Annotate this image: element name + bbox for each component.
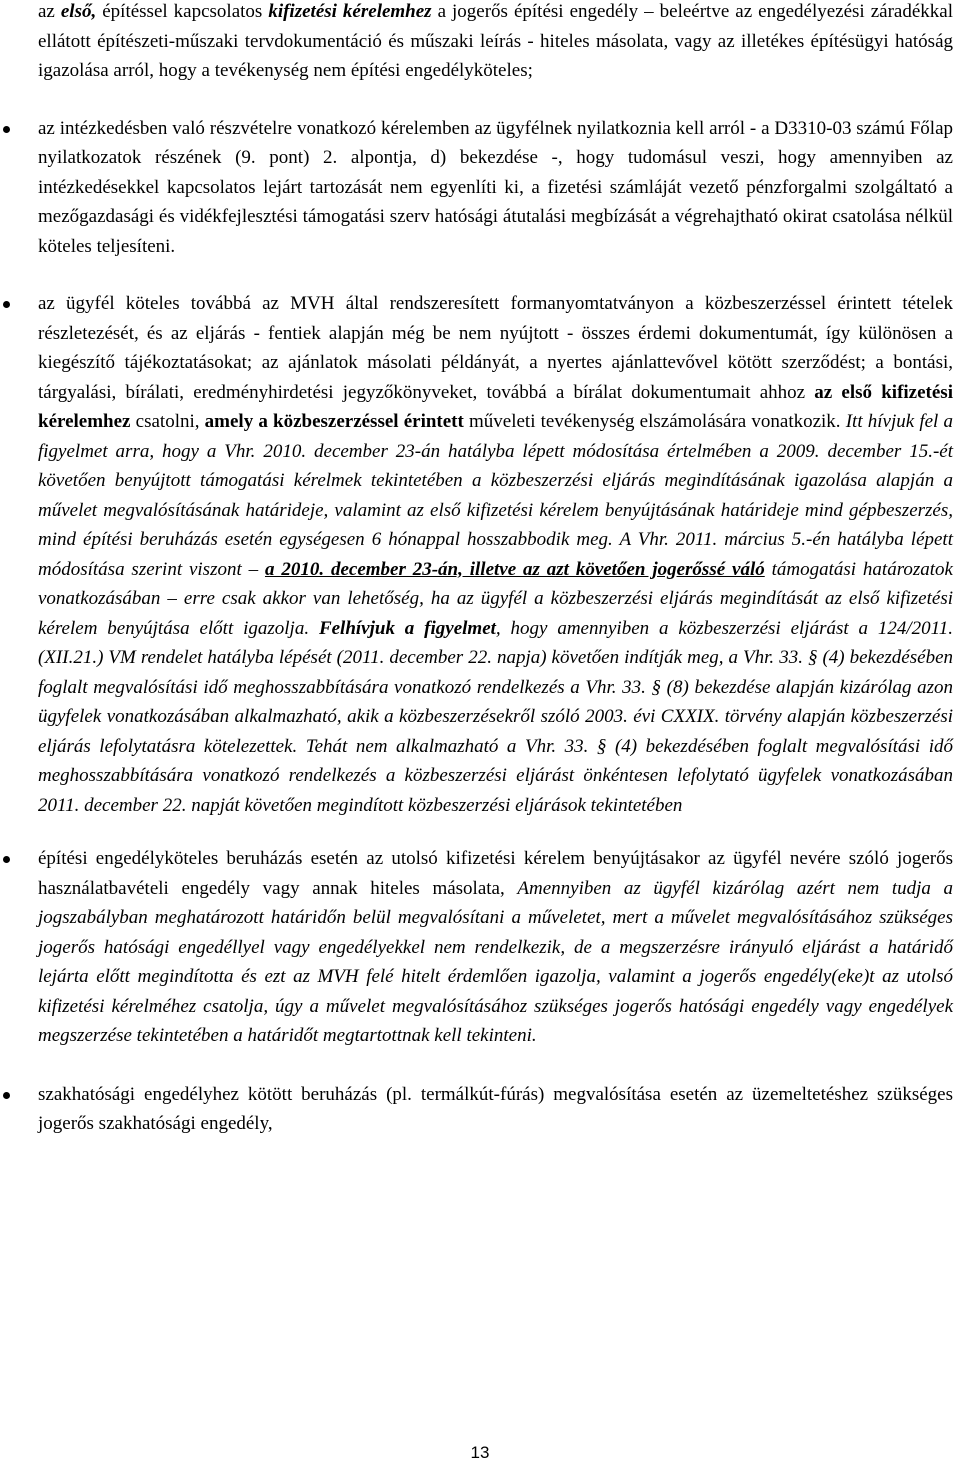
- list-item-public-procurement: [0, 289, 960, 820]
- emphasis-procurement: amely a közbeszerzéssel érintett: [204, 411, 464, 432]
- emphasis-effective-date: a 2010. december 23-án, illetve az azt követően jogerőssé váló: [264, 558, 765, 580]
- bullet-icon: [3, 301, 10, 308]
- list-item-declaration: [0, 114, 960, 262]
- emphasis-first-payment: az első kifizetési kérelemhez: [38, 381, 953, 432]
- text-segment: az intézkedésben való részvételre vonatkozó kérelemben az ügyfélnek nyilatkoznia kell arról - a D3310-03 számú Főlap nyilatkozatok részének (9. pont) 2. alpontja, d) bekezdése -, hogy tudomásul veszi, hogy amennyiben az intézkedésekkel kapcsolatos lejárt tartozását nem egyenlíti ki, a fizetési számláját vezető pénzforgalmi szolgáltató a mezőgazdasági és vidékfejlesztési támogatási szerv hatósági átutalási megbízását a végrehajtható okirat csatolása nélkül köteles teljesíteni.: [38, 117, 953, 257]
- italic-notice: , hogy amennyiben a közbeszerzési eljárást a 124/2011. (XII.21.) VM rendelet hatályba lépését (2011. december 22. napja) követően indítják meg, a Vhr. 33. § (4) bekezdésében foglalt megvalósítási idő meghosszabbítására vonatkozó rendelkezés a Vhr. 33. § (8) bekezdése alapján kizárólag azon ügyfelek vonatkozásában alkalmazható, akik a közbeszerzésekről szóló 2003. évi CXXIX. törvény alapján közbeszerzési eljárás lefolytatásra kötelezettek. Tehát nem alkalmazható a Vhr. 33. § (4) bekezdésében foglalt megvalósítási idő meghosszabbítására vonatkozó rendelkezés a közbeszerzési eljárást önkéntesen lefolytató ügyfelek vonatkozásában 2011. december 22. napját követően megindított közbeszerzési eljárások tekintetében: [38, 617, 953, 816]
- text-segment: csatolni,: [130, 411, 205, 432]
- text-segment: az ügyfél köteles továbbá az MVH által rendszeresített formanyomtatványon a közbeszerzéssel érintett tételek részletezését, és az eljárás - fentiek alapján még be nem nyújtott - összes érdemi dokumentumát, így különösen a kiegészítő tájékoztatásokat; az ajánlatok másolati példányát, a nyertes ajánlattevővel kötött szerződést; a bontási, tárgyalási, bírálati, eredményhirdetési jegyzőkönyveket, továbbá a bírálat dokumentumait ahhoz: [38, 293, 953, 403]
- text-segment: építéssel kapcsolatos: [96, 1, 269, 22]
- text-segment: műveleti tevékenység elszámolására vonatkozik.: [463, 411, 846, 432]
- emphasis-attention: Felhívjuk a figyelmet: [318, 617, 496, 639]
- bullet-icon: [3, 126, 10, 133]
- italic-notice: Amennyiben az ügyfél kizárólag azért nem tudja a jogszabályban meghatározott határidőn belül megvalósítani a műveletet, mert a művelet megvalósításához szükséges jogerős hatósági engedéllyel vagy engedélyekkel nem rendelkezik, de a megszerzésre irányuló eljárást a határidő lejárta előtt megindította és ezt az MVH felé hitelt érdemlően igazolja, valamint a jogerős engedély(eke)t az utolsó kifizetési kérelméhez csatolja, úgy a művelet megvalósításához szükséges jogerős hatósági engedély vagy engedélyek megszerzése tekintetében a határidőt megtartottnak kell tekinteni.: [38, 877, 954, 1046]
- list-item-occupancy-permit: [0, 844, 960, 1051]
- bullet-icon: [3, 856, 10, 863]
- italic-notice: Itt hívjuk fel a figyelmet arra, hogy a Vhr. 2010. december 23-án hatályba lépett módosítása értelmében a 2009. december 15.-ét követően benyújtott támogatási kérelmek tekintetében a közbeszerzési eljárás megindításának igazolása alapján a művelet megvalósításának határideje, valamint az első kifizetési kérelem benyújtásának határideje mind gépbeszerzés, mind építési beruházás esetén egységesen 6 hónappal hosszabbodik meg. A Vhr. 2011. március 5.-én hatályba lépett módosítása szerint viszont –: [38, 411, 953, 580]
- page-number: 13: [470, 1443, 490, 1462]
- text-segment: szakhatósági engedélyhez kötött beruházás (pl. termálkút-fúrás) megvalósítása esetén az üzemeltetéshez szükséges jogerős szakhatósági engedély,: [38, 1083, 953, 1134]
- emphasis-payment-request: kifizetési kérelemhez: [268, 1, 432, 22]
- italic-notice: támogatási határozatok vonatkozásában – erre csak akkor van lehetőség, ha az ügyfél a közbeszerzési eljárás megindítását az első kifizetési kérelem benyújtása előtt igazolja.: [38, 558, 953, 639]
- list-item-first-payment-building: [0, 0, 960, 86]
- bullet-icon: [3, 1092, 10, 1099]
- list-item-special-permit: [0, 1080, 960, 1139]
- emphasis-first: első,: [60, 1, 97, 22]
- text-segment: építési engedélyköteles beruházás esetén az utolsó kifizetési kérelem benyújtásakor az ügyfél nevére szóló jogerős használatbavételi engedély vagy annak hiteles másolata,: [38, 848, 953, 899]
- text-segment: az: [38, 1, 61, 22]
- text-segment: a jogerős építési engedély – beleértve az engedélyezési záradékkal ellátott építészeti-műszaki tervdokumentáció és műszaki leírás - hiteles másolata, vagy az illetékes építésügyi hatóság igazolása arról, hogy a tevékenység nem építési engedélyköteles;: [38, 1, 953, 81]
